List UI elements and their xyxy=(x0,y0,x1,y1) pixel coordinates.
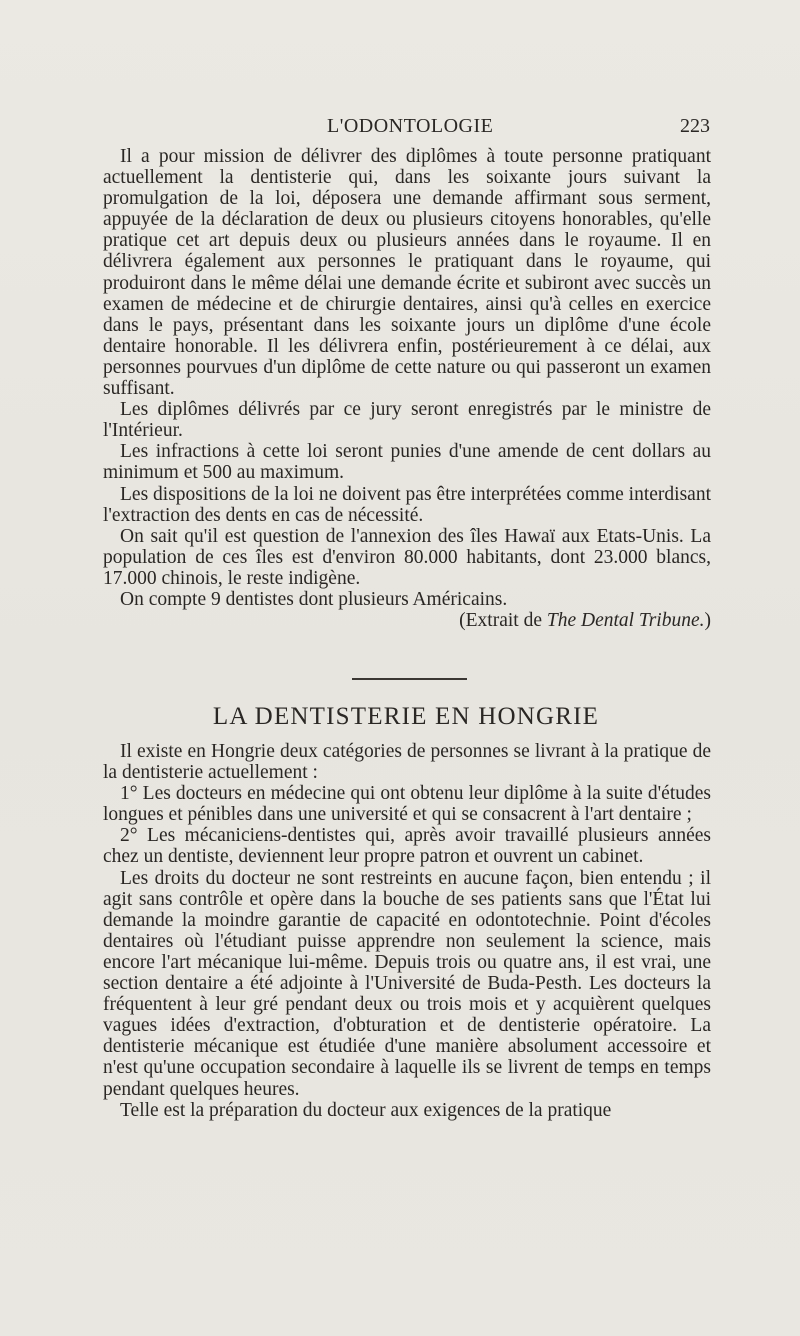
article-hawaii-text xyxy=(103,146,711,631)
paragraph: Les droits du docteur ne sont restreints en aucune façon, bien entendu ; il agit sans contrôle et opère dans la bouche de ses patients sans que l'État lui demande la moindre garantie de capacité en odontotechnie. Point d'écoles dentaires où l'étudiant puisse apprendre non seulement la science, mais encore l'art mécanique lui-même. Depuis trois ou quatre ans, il est vrai, une section dentaire a été adjointe à l'Université de Buda-Pesth. Les docteurs la fréquentent à leur gré pendant deux ou trois mois et y acquièrent quelques vagues idées d'extraction, d'obturation et de dentisterie opératoire. La dentisterie mécanique est étudiée d'une manière absolument accessoire et n'est qu'une occupation secondaire à laquelle ils se livrent de temps en temps pendant quelques heures. xyxy=(103,867,711,1100)
paragraph: Il existe en Hongrie deux catégories de personnes se livrant à la pratique de la dentisterie actuellement : xyxy=(103,741,711,784)
paragraph: Les infractions à cette loi seront punies d'une amende de cent dollars au minimum et 500 au maximum. xyxy=(103,441,711,484)
paragraph: On compte 9 dentistes dont plusieurs Américains. xyxy=(120,588,508,610)
paragraph: Les diplômes délivrés par ce jury seront enregistrés par le ministre de l'Intérieur. xyxy=(103,399,711,442)
running-head xyxy=(0,115,800,141)
paragraph: On sait qu'il est question de l'annexion des îles Hawaï aux Etats-Unis. La population de ces îles est d'environ 80.000 habitants, dont 23.000 blancs, 17.000 chinois, le reste indigène. xyxy=(103,525,711,589)
page-number: 223 xyxy=(680,115,710,137)
paragraph: Il a pour mission de délivrer des diplômes à toute personne pratiquant actuellement la dentisterie qui, dans les soixante jours suivant la promulgation de la loi, déposera une demande affirmant sous serment, appuyée de la déclaration de deux ou plusieurs citoyens honorables, qu'elle pratique cet art depuis deux ou plusieurs années dans le royaume. Il en délivrera également aux personnes le pratiquant dans le royaume, qui produiront dans le même délai une demande écrite et subiront avec succès un examen de médecine et de chirurgie dentaires, ainsi qu'à celles en exercice dans le pays, présentant dans les soixante jours un diplôme d'une école dentaire honorable. Il les délivrera enfin, postérieurement à ce délai, aux personnes pourvues d'un diplôme de cette nature ou qui passeront un examen suffisant. xyxy=(103,146,711,400)
article-hongrie-text xyxy=(103,741,711,1121)
section-divider xyxy=(352,678,467,680)
section-title: LA DENTISTERIE EN HONGRIE xyxy=(212,703,600,730)
source-title: The Dental Tribune. xyxy=(546,610,705,632)
paragraph: Telle est la préparation du docteur aux exigences de la pratique xyxy=(120,1099,612,1121)
paragraph: Les dispositions de la loi ne doivent pas être interprétées comme interdisant l'extraction des dents en cas de nécessité. xyxy=(103,483,711,526)
paragraph: 2° Les mécaniciens-dentistes qui, après avoir travaillé plusieurs années chez un dentiste, deviennent leur propre patron et ouvrent un cabinet. xyxy=(103,825,711,868)
source-citation xyxy=(103,610,711,631)
paragraph: 1° Les docteurs en médecine qui ont obtenu leur diplôme à la suite d'études longues et pénibles dans une université et qui se consacrent à l'art dentaire ; xyxy=(103,783,711,826)
source-suffix: ) xyxy=(704,610,711,632)
source-prefix: (Extrait de xyxy=(459,610,547,632)
journal-title: L'ODONTOLOGIE xyxy=(327,115,494,137)
